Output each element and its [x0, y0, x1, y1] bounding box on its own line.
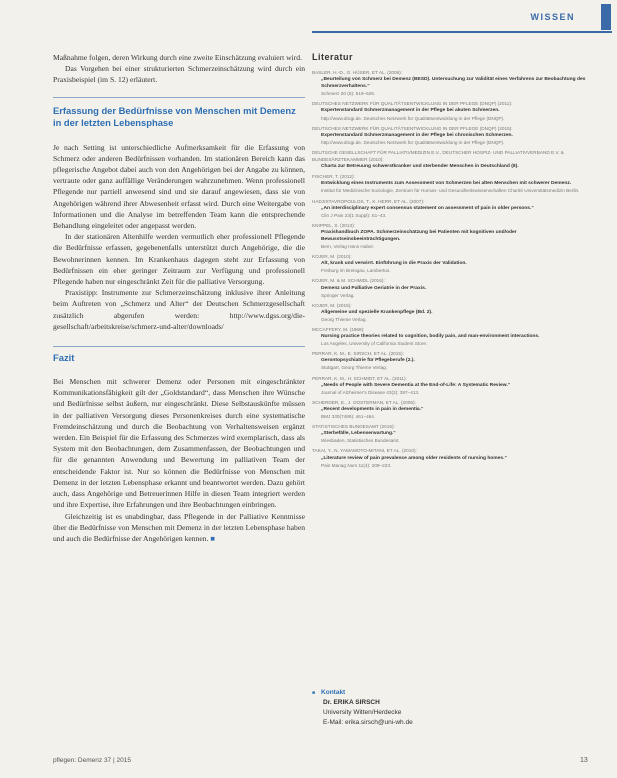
reference-item: [312, 423, 588, 444]
paragraph: In der stationären Altenhilfe werden vermutlich eher professionell Pflegende die Bedürfnisse erfassen, gegebenenfalls unterstützt durch Angehörige, die die Bewohnerinnen kennen. Im Krankenhaus dagegen steht zur Erfassung von Bedürfnissen ein eher geringer Zeitraum zur Verfügung und professionell Pflegende haben nur eingeschränkt Zeit für die palliative Versorgung.: [53, 232, 305, 287]
reference-item: [312, 326, 588, 347]
section-heading: Erfassung der Bedürfnisse von Menschen mit Demenz in der letzten Lebensphase: [53, 104, 296, 128]
reference-author: KOJER, M. (2010):: [312, 254, 352, 260]
literature-column: [312, 52, 588, 472]
contact-affiliation: University Witten/Herdecke: [323, 709, 402, 716]
reference-item: [312, 173, 588, 194]
reference-item: [312, 277, 588, 298]
article-column: [53, 52, 305, 544]
reference-item: [312, 350, 588, 371]
reference-author: SCHERDER, E., J. OOSTERMAN, ET AL. (2005):: [312, 399, 416, 405]
reference-title: „Beurteilung von Schmerz bei Demenz (BESD). Untersuchung zur Validität eines Verfahrens zur Beobachtung des Schmerzverhaltens.“: [321, 77, 586, 90]
reference-publication: Wiesbaden, Statistisches Bundesamt.: [321, 438, 400, 444]
page-number: 13: [580, 757, 588, 764]
reference-title: Charta zur Betreuung schwerstkranker und sterbender Menschen in Deutschland (8).: [321, 164, 519, 170]
contact-name: Dr. ERIKA SIRSCH: [323, 699, 380, 706]
section-label: WISSEN: [530, 12, 575, 22]
reference-author: FISCHER, T. (2012):: [312, 174, 355, 180]
reference-author: KOJER, M. (2015):: [312, 302, 352, 308]
reference-author: DEUTSCHE GESELLSCHAFT FÜR PALLIATIVMEDIZIN E.V., DEUTSCHER HOSPIZ- UND PALLIATIVVERBAND E.V. & BUNDESÄRZTEKAMMER (2010):: [312, 149, 564, 163]
reference-author: TAKAI, Y., N. YAMAMOTO-MITANI, ET AL. (2010):: [312, 448, 417, 454]
paragraph: Praxistipp: Instrumente zur Schmerzeinschätzung inklusive ihrer Anleitung beim Auftreten von „Schmerz und Alter“ der Deutschen Schmerzgesellschaft zusätzlich abgerufen werden: http://www.dgss.org/die-gesellschaft/arbeitskreise/schmerz-und-alter/downloads/: [53, 288, 305, 331]
reference-title: Entwicklung eines Instruments zum Assessment von Schmerzen bei alten Menschen mit schwerer Demenz.: [321, 181, 572, 187]
reference-title: „Literature review of pain prevalence among older residents of nursing homes.“: [321, 455, 507, 461]
reference-author: PERRAR, K. M., H. SCHMIDT, ET AL. (2011):: [312, 375, 407, 381]
literature-heading: Literatur: [312, 52, 354, 62]
reference-title: Alt, krank und verwirrt. Einführung in die Praxis der Validation.: [321, 261, 467, 267]
journal-footer: pflegen: Demenz 37 | 2015: [53, 757, 131, 764]
reference-publication: Schmerz 20 (6): 519–526.: [321, 91, 376, 97]
reference-author: KOJER, M. & M. SCHMIDL (2016):: [312, 278, 385, 284]
paragraph: Je nach Setting ist unterschiedliche Aufmerksamkeit für die Erfassung von Schmerz oder anderen Bedürfnissen vorhanden. Im stationären Bereich kann das pflegerische Angebot dabei auch von den Angehörigen bei der Angabe zu können, vertraute oder ganz auffällige Veränderungen wahrzunehmen. Wenn professionell Pflegende nur partiell anwesend sind und sie darauf angewiesen, dass sie von Angehörigen während ihrer Abwesenheit erfasst wird. Durch eine Weitergabe von Informationen und die Analyse im betreffenden Team kann die entsprechende Behandlung eingeleitet oder angepasst werden.: [53, 142, 305, 231]
paragraph: Bei Menschen mit schwerer Demenz oder Personen mit eingeschränkter Kommunikationsfähigkeit gilt der „Goldstandard“, dass Menschen ihre Wünsche und Bedürfnisse selbst äußern, nur eingeschränkt. Diese Selbstauskünfte müssen in der palliativen Versorgung dieses Personenkreises durch eine systematische Fremdeinschätzung und durch die Beobachtung von Verhaltensweisen ergänzt werden. Ein Beispiel für die Erfassung des Schmerzes wird exemplarisch, dass als System mit den Beobachtungen, dem Zusammenfassen, der Beobachtungen und für die genannten Anwendung und Bewertung im palliativen Team der entscheidende Faktor ist. Nur so können die Bedürfnisse von Menschen mit Demenz in der letzten Lebensphase erkannt und beantwortet werden. Dazu gehört auch, dass Angehörige und Betreuerinnen Hilfe in diesen Team integriert werden und ihre Expertise, ihre Erfahrungen und ihre Beobachtungen einbringen.: [53, 377, 305, 510]
reference-publication: Pain Manag Nurs 11(4): 209–223.: [321, 462, 392, 468]
reference-list: [312, 69, 588, 469]
reference-author: PERRAR, K. M., E. SIRSCH, ET AL. (2015):: [312, 351, 404, 357]
reference-publication: http://www.dnqp.de. Deutsches Netzwerk für Qualitätsentwicklung in der Pflege (DNQP).: [321, 115, 505, 121]
reference-author: STATISTISCHES BUNDESAMT (2016):: [312, 424, 395, 430]
reference-author: KNIPPEL, S. (2013):: [312, 222, 355, 228]
reference-publication: Journal of Alzheimer's Disease 43(2): 397–413.: [321, 389, 420, 395]
reference-title: „Sterbefälle, Lebenserwartung.“: [321, 431, 396, 437]
reference-publication: Stuttgart, Georg Thieme Verlag.: [321, 365, 388, 371]
reference-publication: BMJ 330(7489): 461–464.: [321, 414, 376, 420]
reference-title: „An interdisciplinary expert consensus statement on assessment of pain in older persons.“: [321, 205, 534, 211]
reference-title: „Needs of People with Severe Dementia at the End-of-Life: A Systematic Review.“: [321, 382, 511, 388]
end-of-article-mark: ■: [210, 533, 215, 543]
reference-title: Gerontopsychiatrie für Pflegeberufe (2.).: [321, 358, 415, 364]
reference-item: [312, 125, 588, 146]
reference-author: BASLER, H.-D., G. HÜSER, ET AL. (2006):: [312, 70, 403, 75]
reference-title: Expertenstandard Schmerzmanagement in der Pflege bei chronischen Schmerzen.: [321, 132, 513, 138]
reference-item: [312, 399, 588, 420]
reference-title: „Recent developments in pain in dementia.“: [321, 406, 424, 412]
reference-publication: Institut für Medizinische Soziologie, Zentrum für Human- und Gesundheitswissenschaften Charité Universitätsmedizin Berlin.: [321, 188, 580, 194]
reference-item: [312, 447, 588, 468]
reference-author: DEUTSCHES NETZWERK FÜR QUALITÄTSENTWICKLUNG IN DER PFLEGE (DNQP) (2015):: [312, 125, 513, 131]
contact-box: [312, 688, 532, 728]
reference-publication: http://www.dnqp.de. Deutsches Netzwerk für Qualitätsentwicklung in der Pflege (DNQP).: [321, 139, 505, 145]
reference-title: Praxishandbuch ZOPA. Schmerzeinschätzung bei Patienten mit kognitiven und/oder Bewusstseinsbeeinträchtigungen.: [321, 229, 517, 242]
section-heading: Fazit: [53, 352, 75, 364]
reference-author: MCCAFFERY, M. (1968):: [312, 327, 365, 332]
reference-item: [312, 69, 588, 97]
reference-item: [312, 100, 588, 121]
reference-title: Demenz und Palliative Geriatrie in der Praxis.: [321, 285, 427, 291]
reference-title: Nursing practice theories related to cognition, bodily pain, and man-environment interactions.: [321, 334, 540, 340]
section-tab-marker: [601, 4, 611, 30]
reference-item: [312, 253, 588, 274]
paragraph: Maßnahme folgen, deren Wirkung durch eine zweite Einschätzung evaluiert wird.: [53, 53, 303, 62]
reference-publication: Bern, Verlag Hans Huber.: [321, 244, 375, 250]
contact-email: E-Mail: erika.sirsch@uni-wh.de: [323, 719, 413, 726]
reference-publication: Georg Thieme Verlag.: [321, 316, 367, 322]
reference-publication: Los Angeles, University of California Student Store.: [321, 341, 428, 347]
reference-item: [312, 375, 588, 396]
reference-publication: Clin J Pain 23(1 Suppl): S1–43.: [321, 212, 387, 218]
header-rule: [312, 31, 612, 33]
reference-item: [312, 302, 588, 323]
paragraph-text: Gleichzeitig ist es unabdingbar, dass Pflegende in der Palliative Kenntnisse über die Bedürfnisse von Menschen mit Demenz in der letzten Lebensphase haben und auch die Bedürfnisse der Angehörigen kennen.: [53, 511, 305, 543]
reference-author: DEUTSCHES NETZWERK FÜR QUALITÄTSENTWICKLUNG IN DER PFLEGE (DNQP) (2011):: [312, 101, 513, 107]
reference-title: Allgemeine und spezielle Krankenpflege (Bd. 2).: [321, 309, 433, 315]
reference-publication: Springer Verlag.: [321, 292, 355, 298]
paragraph: Das Vorgehen bei einer strukturierten Schmerzeinschätzung wird durch ein Praxisbeispiel (im S. 12) erläutert.: [53, 64, 305, 85]
reference-title: Expertenstandard Schmerzmanagement in der Pflege bei akuten Schmerzen.: [321, 108, 500, 114]
reference-item: [312, 222, 588, 250]
reference-item: [312, 149, 588, 170]
paragraph: [53, 511, 305, 545]
reference-item: [312, 198, 588, 219]
reference-author: HADJISTAVROPOULOS, T., K. HERR, ET AL. (2007):: [312, 198, 425, 204]
contact-label: ■ Kontakt: [312, 688, 532, 698]
reference-publication: Freiburg im Breisgau, Lambertus.: [321, 268, 391, 274]
